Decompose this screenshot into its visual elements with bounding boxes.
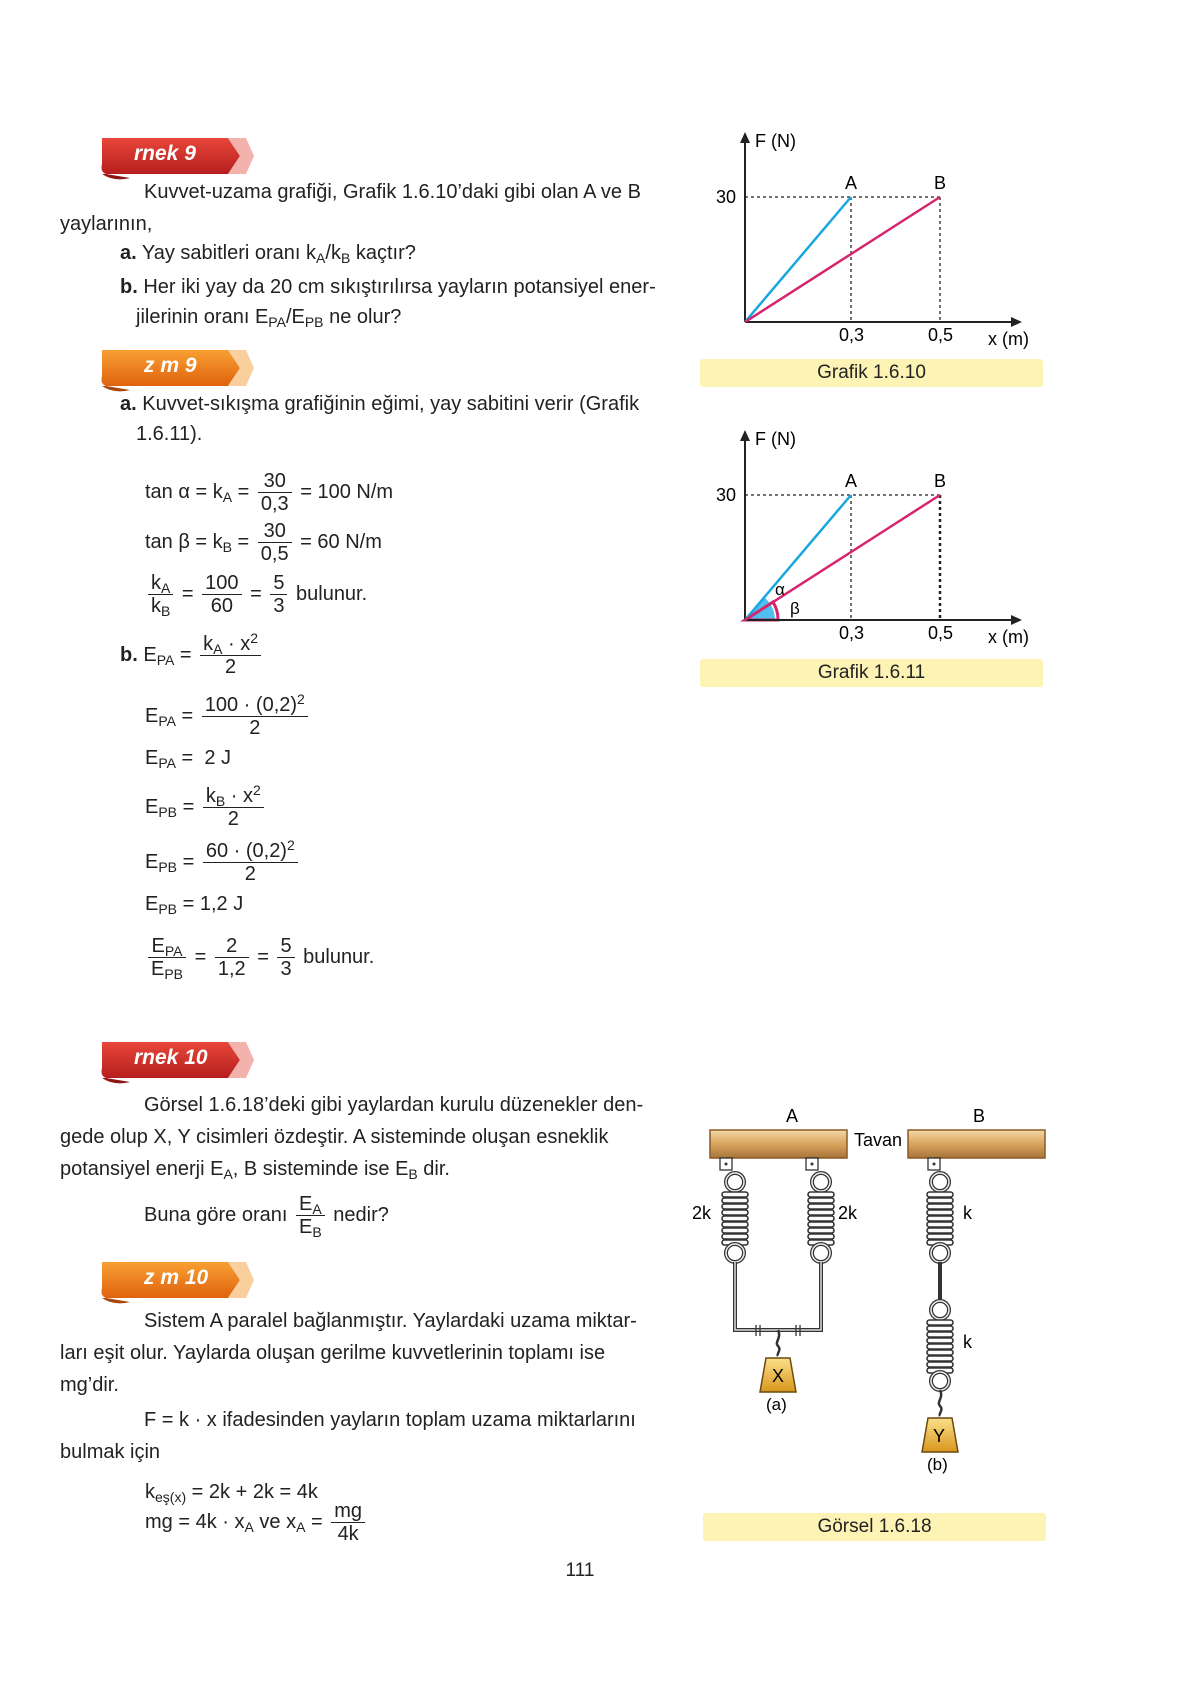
x-axis-label: x (m): [988, 329, 1029, 349]
solution9-epa-substitution: $E_{PA}$ = $\frac{100 \cdot (0,2)^2}{2}$: [145, 694, 311, 739]
line-A: [745, 197, 851, 322]
ceiling-A: [710, 1130, 847, 1158]
graph-1-6-11: [700, 426, 1040, 656]
graph-1-6-10-caption: Grafik 1.6.10: [700, 359, 1043, 387]
hanger-frame-highlight: [735, 1262, 821, 1330]
mass-Y-label: Y: [933, 1426, 946, 1446]
example9-ribbon-label: rnek 9: [134, 142, 196, 165]
y-axis-arrow: [740, 430, 750, 441]
x-tick-0-5: 0,5: [928, 325, 954, 345]
y-tick-30: 30: [716, 485, 737, 505]
page-number: 111: [565, 1560, 595, 1581]
solution9-ratio-k: $\frac{k_A}{k_B}$ = $\frac{100}{60}$ = $\frac{5}{3}$ bulunur.: [145, 572, 367, 617]
subfigure-a-label: (a): [766, 1395, 787, 1414]
spring-A-left: [720, 1158, 748, 1262]
y-tick-30: 30: [716, 187, 737, 207]
ceiling-label: Tavan: [854, 1130, 903, 1150]
example10-ribbon: [100, 1038, 260, 1086]
x-axis-arrow: [1011, 317, 1022, 327]
beta-label: β: [790, 599, 800, 618]
example10-question: Buna göre oranı $\frac{E_A}{E_B}$ nedir?: [144, 1193, 389, 1240]
x-tick-0-3: 0,3: [839, 325, 865, 345]
x-tick-0-5: 0,5: [928, 623, 954, 643]
system-B-label: B: [973, 1106, 986, 1126]
solution9-eq-tan-beta: $\tan \beta = k_B$ = $\frac{30}{0,5}$ = 60 N/m: [145, 520, 382, 565]
solution10-paragraph1: Sistem A paralel bağlanmıştır. Yaylardaki uzama miktar- ları eşit olur. Yaylarda oluşan gerilme kuvvetlerinin toplamı ise mg’dir.: [60, 1310, 637, 1396]
solution9-epb-result: $E_{PB} = 1,2$ J: [145, 893, 244, 917]
x-axis-arrow: [1011, 615, 1022, 625]
spring-label-2k-right: 2k: [838, 1203, 858, 1223]
solution9-epa-result: $E_{PA} = 2$ J: [145, 747, 232, 771]
solution9-final-ratio: $\frac{E_{PA}}{E_{PB}}$ = $\frac{2}{1,2}$ = $\frac{5}{3}$ bulunur.: [145, 935, 374, 980]
line-B: [745, 197, 940, 322]
subfigure-b-label: (b): [927, 1455, 948, 1474]
example9-ribbon: [100, 134, 260, 182]
y-axis-label: F (N): [755, 429, 796, 449]
spring-B-top: [927, 1158, 953, 1262]
x-tick-0-3: 0,3: [839, 623, 865, 643]
solution9-epb-formula: $E_{PB}$ = $\frac{k_B \cdot x^2}{2}$: [145, 785, 267, 830]
solution9-epb-substitution: $E_{PB}$ = $\frac{60 \cdot (0,2)^2}{2}$: [145, 840, 301, 885]
point-A-label: A: [845, 173, 858, 193]
hook-A: [777, 1330, 780, 1356]
solution10-ribbon-label: z m 10: [144, 1266, 209, 1289]
y-axis-arrow: [740, 132, 750, 143]
mass-X-label: X: [772, 1366, 785, 1386]
example10-text: Görsel 1.6.18’deki gibi yaylardan kurulu düzenekler den- gede olup X, Y cisimleri özdeştir. A sisteminde oluşan esneklik potansiyel enerji $E_A$, B sisteminde ise $E_B$ dir.: [60, 1094, 644, 1182]
spring-label-2k-left: 2k: [692, 1203, 712, 1223]
example9-question-b: b. Her iki yay da 20 cm sıkıştırılırsa yayların potansiyel ener- jilerinin oranı $E_{PA}/E_{PB}$ ne olur?: [120, 276, 656, 330]
solution10-ribbon: [100, 1258, 260, 1306]
solution10-paragraph2: F = k · x ifadesinden yayların toplam uzama miktarlarını bulmak için: [60, 1409, 636, 1463]
solution9-eq-tan-alpha: $\tan \alpha = k_A$ = $\frac{30}{0,3}$ = 100 N/m: [145, 470, 394, 515]
alpha-label: α: [775, 580, 785, 599]
graph-1-6-11-caption: Grafik 1.6.11: [700, 659, 1043, 687]
solution9-ribbon-label: z m 9: [144, 354, 197, 377]
spring-B-bottom: [927, 1301, 953, 1390]
y-axis-label: F (N): [755, 131, 796, 151]
line-B: [745, 495, 940, 620]
example9-intro: Kuvvet-uzama grafiği, Grafik 1.6.10’daki gibi olan A ve B yaylarının,: [60, 181, 641, 235]
solution9-part-a: a. Kuvvet-sıkışma grafiğinin eğimi, yay sabitini verir (Grafik 1.6.11).: [120, 393, 640, 445]
hanger-frame: [735, 1262, 821, 1330]
spring-label-k-bottom: k: [963, 1332, 972, 1352]
solution9-part-b-epa: b. $E_{PA}$ = $\frac{k_A \cdot x^2}{2}$: [120, 633, 264, 678]
example9-question-a: a. Yay sabitleri oranı $k_A/k_B$ kaçtır?: [120, 242, 416, 266]
spring-figure: [690, 1100, 1050, 1500]
graph-1-6-10: [700, 128, 1040, 358]
example10-ribbon-label: rnek 10: [134, 1046, 208, 1069]
ceiling-B: [908, 1130, 1045, 1158]
system-A-label: A: [786, 1106, 799, 1126]
spring-A-right: [806, 1158, 834, 1262]
solution10-eq-mg: mg = $4k \cdot x_A$ ve $x_A$ = $\frac{mg}{4k}$: [145, 1500, 368, 1545]
figure-1-6-18-caption: Görsel 1.6.18: [703, 1513, 1046, 1541]
solution10-eq-keq: $k_{eş(x)} = 2k + 2k = 4k$: [145, 1481, 318, 1505]
hook-B: [939, 1390, 942, 1416]
point-B-label: B: [934, 471, 947, 491]
spring-label-k-top: k: [963, 1203, 972, 1223]
solution9-ribbon: [100, 346, 260, 394]
point-B-label: B: [934, 173, 947, 193]
x-axis-label: x (m): [988, 627, 1029, 647]
point-A-label: A: [845, 471, 858, 491]
